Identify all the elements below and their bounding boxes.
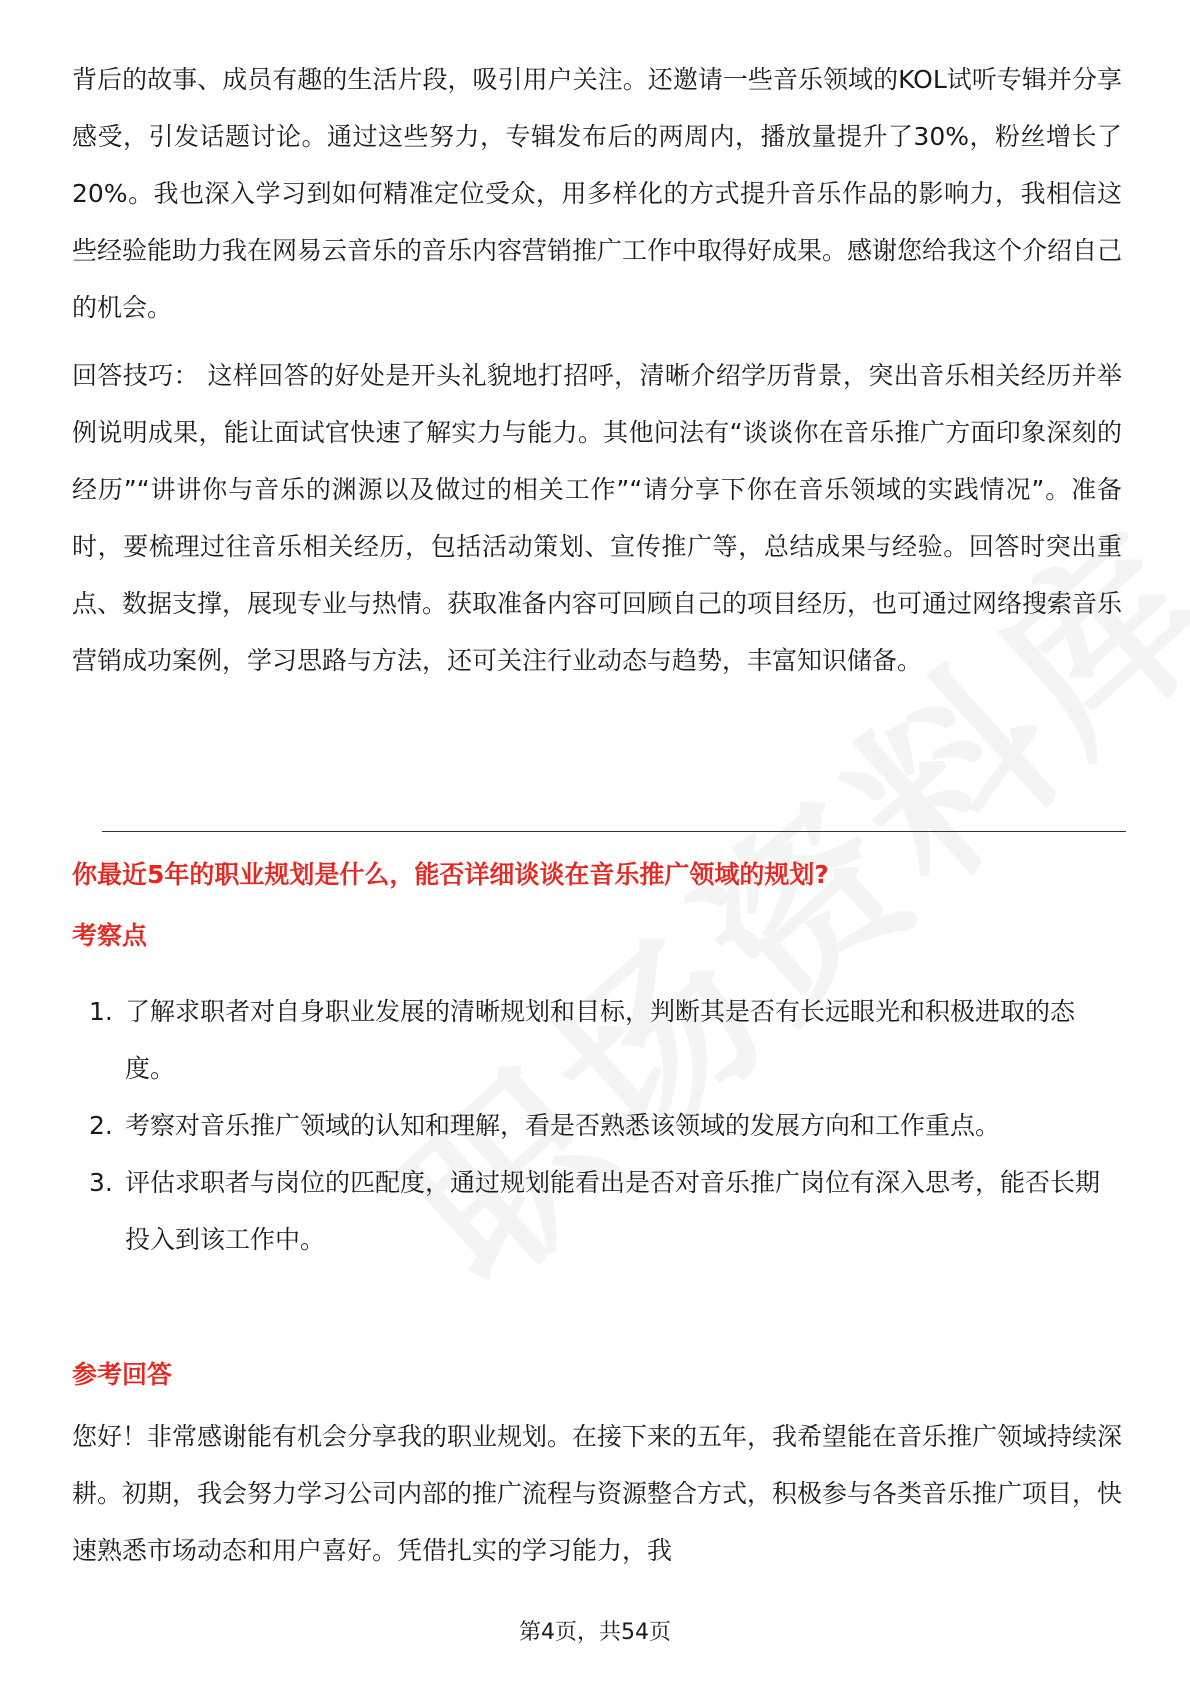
examine-heading: 考察点	[72, 921, 148, 950]
list-item	[72, 983, 1122, 1097]
list-item-text: 考察对音乐推广领域的认知和理解，看是否熟悉该领域的发展方向和工作重点。	[125, 1111, 1001, 1140]
list-item-number: 2.	[89, 1111, 113, 1140]
list-item-text: 了解求职者对自身职业发展的清晰规划和目标，判断其是否有长远眼光和积极进取的态度。	[125, 997, 1076, 1083]
list-item	[72, 1097, 1122, 1154]
tips-paragraph: 回答技巧： 这样回答的好处是开头礼貌地打招呼，清晰介绍学历背景，突出音乐相关经历并举例说明成果，能让面试官快速了解实力与能力。其他问法有“谈谈你在音乐推广方面印象深刻的经历”“讲讲你与音乐的渊源以及做过的相关工作”“请分享下你在音乐领域的实践情况”。准备时，要梳理过往音乐相关经历，包括活动策划、宣传推广等，总结成果与经验。回答时突出重点、数据支撑，展现专业与热情。获取准备内容可回顾自己的项目经历，也可通过网络搜索音乐营销成功案例，学习思路与方法，还可关注行业动态与趋势，丰富知识储备。	[72, 361, 1123, 675]
page-number: 第4页，共54页	[519, 1620, 671, 1645]
list-item-text: 评估求职者与岗位的匹配度，通过规划能看出是否对音乐推广岗位有深入思考，能否长期投入到该工作中。	[125, 1168, 1101, 1254]
answer-paragraph: 您好！非常感谢能有机会分享我的职业规划。在接下来的五年，我希望能在音乐推广领域持续深耕。初期，我会努力学习公司内部的推广流程与资源整合方式，积极参与各类音乐推广项目，快速熟悉市场动态和用户喜好。凭借扎实的学习能力，我	[72, 1422, 1123, 1565]
list-item-number: 1.	[89, 997, 113, 1026]
question-heading: 你最近5年的职业规划是什么，能否详细谈谈在音乐推广领域的规划?	[72, 860, 829, 889]
intro-paragraph: 背后的故事、成员有趣的生活片段，吸引用户关注。还邀请一些音乐领域的KOL试听专辑并分享感受，引发话题讨论。通过这些努力，专辑发布后的两周内，播放量提升了30%，粉丝增长了20%。我也深入学习到如何精准定位受众，用多样化的方式提升音乐作品的影响力，我相信这些经验能助力我在网易云音乐的音乐内容营销推广工作中取得好成果。感谢您给我这个介绍自己的机会。	[72, 65, 1123, 322]
section-divider	[102, 831, 1126, 832]
list-item	[72, 1154, 1122, 1268]
list-item-number: 3.	[89, 1168, 113, 1197]
answer-heading: 参考回答	[72, 1360, 173, 1389]
examine-points-list	[72, 983, 1122, 1268]
